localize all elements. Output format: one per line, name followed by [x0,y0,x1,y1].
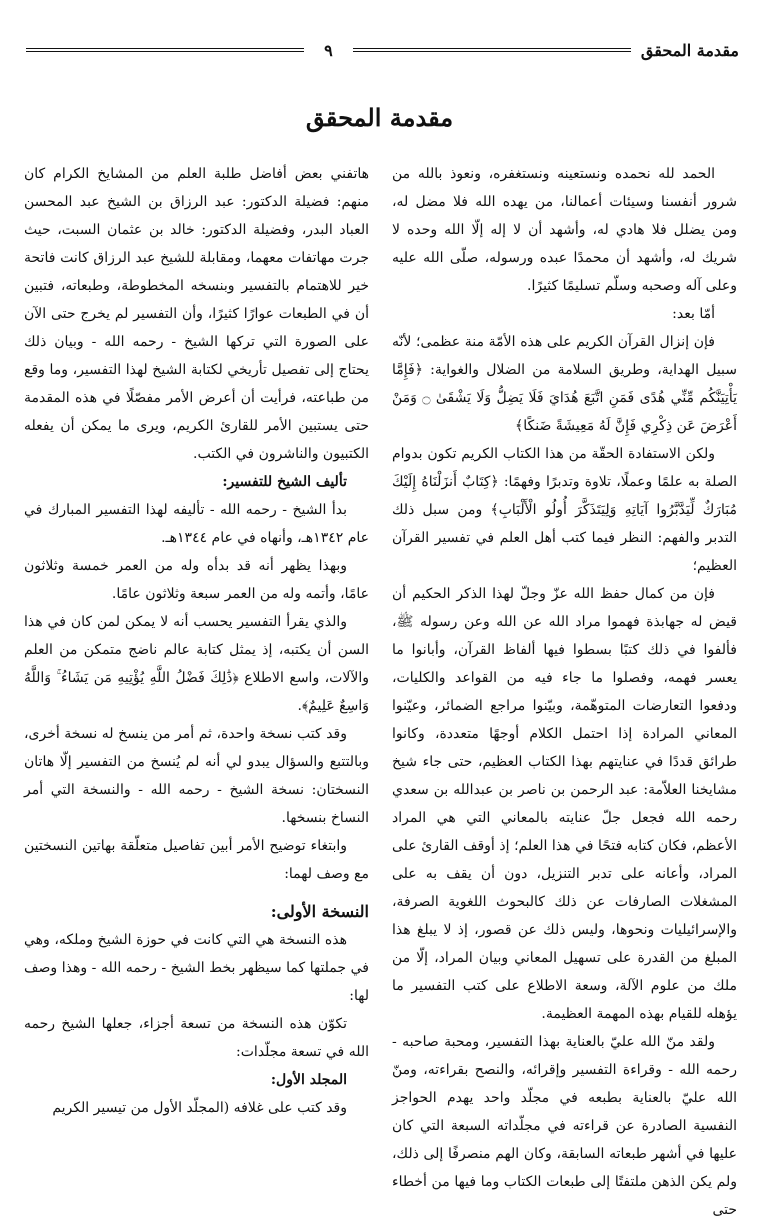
paragraph: وبهذا يظهر أنه قد بدأه وله من العمر خمسة وثلاثون عامًا، وأتمه وله من العمر سبعة وثلاثون عامًا. [24,558,369,602]
paragraph: ولقد منّ الله عليّ بالعناية بهذا التفسير، ومحبة صاحبه - رحمه الله - وقراءة التفسير وإقرائه، والنصح بقراءته، ومنّ الله عليّ بالعناية بطبعه في مجلّد واحد يهدم الحواجز النفسية الصادرة عن قراءته في مجلّداته السبعة التي كان عليها في أشهر طبعاته السابقة، وكان الهم منصرفًا إلى ذلك، ولم يكن الذهن ملتفتًا إلى طبعات الكتاب وما فيها من أخطاء حتى [392,1034,737,1218]
paragraph: هذه النسخة هي التي كانت في حوزة الشيخ وملكه، وهي في جملتها كما سيظهر بخط الشيخ - رحمه الله - وهذا وصف لها: [24,932,369,1004]
header-rule [26,48,304,52]
paragraph: والذي يقرأ التفسير يحسب أنه لا يمكن لمن كان في هذا السن أن يكتبه، إذ يمثل كتابة عالم ناضج متمكن من العلم والآلات، واسع الاطلاع ﴿ذَٰلِكَ فَضْلُ اللَّهِ يُؤْتِيهِ مَن يَشَاءُ ۚ وَاللَّهُ وَاسِعٌ عَلِيمٌ﴾. [24,614,369,714]
paragraph: هاتفني بعض أفاضل طلبة العلم من المشايخ الكرام كان منهم: فضيلة الدكتور: عبد الرزاق بن الشيخ عبد المحسن العباد البدر، وفضيلة الدكتور: خالد بن عثمان السبت، حيث جرت مهاتفات معهما، ومقابلة للشيخ عبد الرزاق كانت فاتحة خير للاهتمام بالتفسير وبنسخه المخطوطة، وطبعاته، فتبين أن في الطبعات عوارًا كثيرًا، وأن التفسير لم يخرج حتى الآن على الصورة التي تركها الشيخ - رحمه الله - وبيان ذلك يحتاج إلى تفصيل تأريخي لكتابة الشيخ لهذا التفسير، وما وقع من طباعته، فرأيت أن أعرض الأمر مفصّلًا في هذه المقدمة حتى يستبين الأمر للقارئ الكريم، ويرى ما يمكن أن يفعله الكتبيون والناشرون في الكتب. [24,166,369,462]
paragraph: تكوّن هذه النسخة من تسعة أجزاء، جعلها الشيخ رحمه الله في تسعة مجلّدات: [24,1016,369,1060]
subsection-heading: تأليف الشيخ للتفسير: [222,474,347,490]
left-column [24,160,369,1116]
subsection-heading: المجلد الأول: [270,1072,347,1088]
paragraph: وقد كتب على غلافه (المجلّد الأول من تيسير الكريم [52,1100,347,1116]
paragraph: وقد كتب نسخة واحدة، ثم أمر من ينسخ له نسخة أخرى، وبالتتبع والسؤال يبدو لي أنه لم يُنسخ من التفسير إلّا هاتان النسختان: نسخة الشيخ - رحمه الله - والنسخة التي أمر النساخ بنسخها. [24,726,369,826]
right-column [392,160,737,1218]
section-heading: النسخة الأولى: [270,902,369,921]
page-title: مقدمة المحقق [305,103,454,132]
running-header [26,38,739,62]
paragraph: فإن إنزال القرآن الكريم على هذه الأمّة منة عظمى؛ لأنّه سبيل الهداية، وطريق السلامة من الضلال والغواية: ﴿فَإِمَّا يَأْتِيَنَّكُم مِّنِّي هُدًى فَمَنِ اتَّبَعَ هُدَايَ فَلَا يَضِلُّ وَلَا يَشْقَىٰ ۝ وَمَنْ أَعْرَضَ عَن ذِكْرِي فَإِنَّ لَهُ مَعِيشَةً ضَنكًا﴾ [392,334,737,434]
paragraph: ولكن الاستفادة الحقّة من هذا الكتاب الكريم تكون بدوام الصلة به علمًا وعملًا، تلاوة وتدبرًا وفهمًا: ﴿كِتَابٌ أَنزَلْنَاهُ إِلَيْكَ مُبَارَكٌ لِّيَدَّبَّرُوا آيَاتِهِ وَلِيَتَذَكَّرَ أُولُو الْأَلْبَابِ﴾ ومن سبل ذلك التدبر والفهم: النظر فيما كتب أهل العلم في تفسير القرآن العظيم؛ [392,446,737,574]
paragraph: أمّا بعد: [672,306,715,322]
paragraph: فإن من كمال حفظ الله عزّ وجلّ لهذا الذكر الحكيم أن قيض له جهابذة فهموا مراد الله عن الله وعن رسوله ﷺ، فألفوا في ذلك كتبًا بسطوا فيها ألفاظ القرآن، وأبانوا ما يعسر فهمه، وفصلوا ما جاء فيه من القواعد والكليات، ودفعوا التعارضات المتوهّمة، وبيّنوا مراجع الضمائر، وعيّنوا المعاني المرادة إذا احتمل الكلام أوجهًا متعددة، وكانوا طرائق قددًا في عنايتهم بهذا الكتاب العظيم، حتى جاء شيخ مشايخنا العلاّمة: عبد الرحمن بن ناصر بن عبدالله بن سعدي رحمه الله فجعل جلّ عنايته بالمعاني التي هي المراد الأعظم، فكان كتابه فتحًا في هذا العلم؛ إذ أوقف القارئ على المراد، وأعانه على تدبر التنزيل، دون أن يقف به على المشغلات الصارفات عن ذلك كالبحوث اللغوية الصرفة، والإسرائيليات ونحوها، وليس ذلك عن قصور، إذ لا يبلغ هذا المبلغ من القدرة على تسهيل المعاني وبيان المراد، إلّا من ملك من علوم الآلة، وسعة الاطلاع على كتب التفسير ما يؤهله للقيام بهذه المهمة العظيمة. [392,586,737,1022]
paragraph: بدأ الشيخ - رحمه الله - تأليفه لهذا التفسير المبارك في عام ١٣٤٢هـ، وأنهاه في عام ١٣٤٤هـ. [24,502,369,546]
running-title: مقدمة المحقق [640,40,739,60]
header-rule [353,48,631,52]
page-number: ٩ [324,40,333,60]
paragraph: الحمد لله نحمده ونستعينه ونستغفره، ونعوذ بالله من شرور أنفسنا وسيئات أعمالنا، من يهده الله فلا مضل له، ومن يضلل فلا هادي له، وأشهد أن لا إله إلّا الله وحده لا شريك له، وأشهد أن محمدًا عبده ورسوله، صلّى الله عليه وعلى آله وصحبه وسلّم تسليمًا كثيرًا. [392,166,737,294]
paragraph: وابتغاء توضيح الأمر أبين تفاصيل متعلّقة بهاتين النسختين مع وصف لهما: [24,838,369,882]
